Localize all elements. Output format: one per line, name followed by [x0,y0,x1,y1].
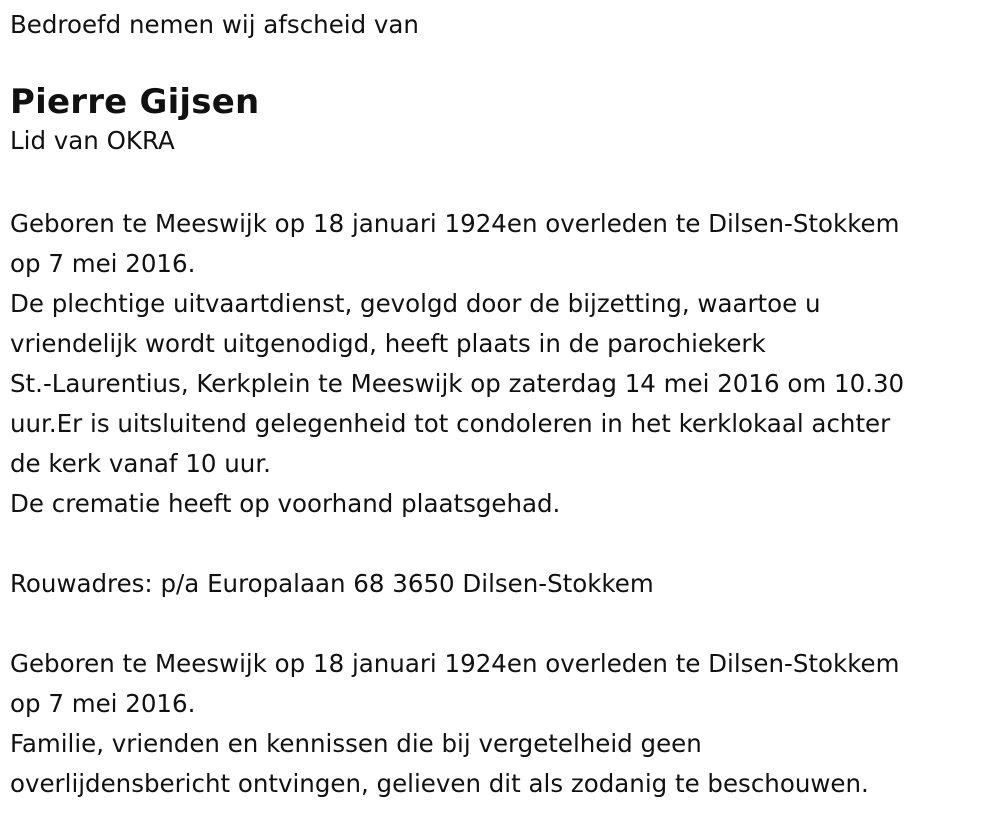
paragraph-line: Familie, vrienden en kennissen die bij vergetelheid geen [10,729,702,758]
paragraph-line: overlijdensbericht ontvingen, gelieven dit als zodanig te beschouwen. [10,769,869,798]
paragraph-line: de kerk vanaf 10 uur. [10,449,271,478]
paragraph-line: Geboren te Meeswijk op 18 januari 1924en overleden te Dilsen-Stokkem [10,649,900,678]
paragraph-line: uur.Er is uitsluitend gelegenheid tot condoleren in het kerklokaal achter [10,409,891,438]
intro-text: Bedroefd nemen wij afscheid van [10,10,419,39]
paragraph-line: vriendelijk wordt uitgenodigd, heeft plaats in de parochiekerk [10,329,766,358]
funeral-service-paragraph [10,284,1000,484]
paragraph-line: Geboren te Meeswijk op 18 januari 1924en overleden te Dilsen-Stokkem [10,209,900,238]
paragraph-line: De crematie heeft op voorhand plaatsgehad. [10,489,561,518]
paragraph-line: op 7 mei 2016. [10,249,196,278]
membership-text: Lid van OKRA [10,126,175,155]
deceased-name: Pierre Gijsen [10,82,260,122]
paragraph-line: De plechtige uitvaartdienst, gevolgd door de bijzetting, waartoe u [10,289,821,318]
repeated-birth-death-paragraph [10,644,1000,724]
cremation-paragraph [10,484,1000,524]
paragraph-line: St.-Laurentius, Kerkplein te Meeswijk op zaterdag 14 mei 2016 om 10.30 [10,369,905,398]
family-note-paragraph [10,724,1000,804]
address-line: Rouwadres: p/a Europalaan 68 3650 Dilsen-Stokkem [10,569,654,598]
mourning-address [10,564,1000,604]
birth-death-paragraph [10,204,1000,284]
paragraph-line: op 7 mei 2016. [10,689,196,718]
